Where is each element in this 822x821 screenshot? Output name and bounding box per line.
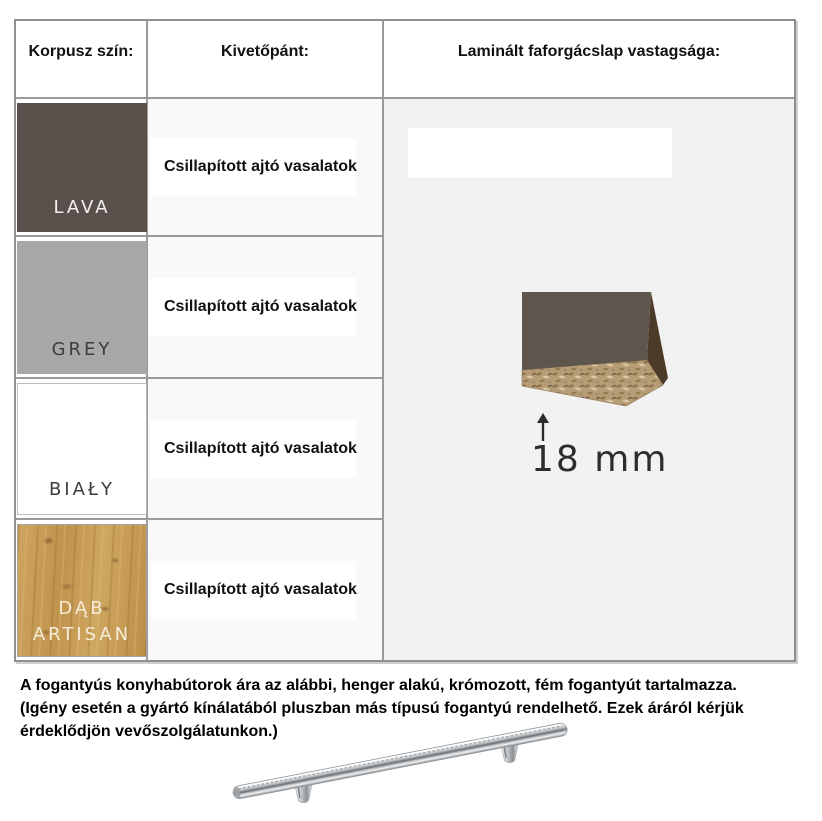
color-cell-lava	[16, 99, 148, 237]
hinge-patch	[150, 420, 356, 478]
laminated-chipboard-panel-image	[520, 288, 672, 416]
footer-line-3: érdeklődjön vevőszolgálatunkon.)	[20, 723, 278, 740]
header-label-vastagsag: Laminált faforgácslap vastagsága:	[457, 43, 721, 60]
hinge-cell-row3	[148, 379, 384, 520]
swatch-label-lava: LAVA	[53, 196, 111, 218]
color-swatch-bialy	[17, 383, 147, 515]
hinge-cell-row2	[148, 237, 384, 379]
hinge-patch	[150, 561, 356, 619]
panel-top-surface	[522, 292, 651, 370]
color-cell-bialy	[16, 379, 148, 520]
spec-table	[14, 19, 796, 662]
header-label-kivetopant: Kivetőpánt:	[221, 43, 309, 60]
hinge-patch	[150, 138, 356, 196]
swatch-label-dab-artisan: DĄB ARTISAN	[32, 597, 132, 645]
footer-line-2: (Igény esetén a gyártó kínálatából pluszban más típusú fogantyú rendelhető. Ezek áráról kérjük	[20, 700, 744, 717]
thickness-value: 18 mm	[531, 439, 669, 480]
arrow-up-icon	[534, 413, 552, 441]
footer-line-1: A fogantyús konyhabútorok ára az alábbi, henger alakú, krómozott, fém fogantyút tartalmazza.	[20, 677, 737, 694]
header-cell-korpusz-szin	[16, 21, 148, 99]
header-cell-kivetopant	[148, 21, 384, 99]
chrome-cylindrical-handle-image	[210, 714, 610, 818]
hinge-label-row2: Csillapított ajtó vasalatok	[164, 298, 357, 315]
hinge-label-row4: Csillapított ajtó vasalatok	[164, 581, 357, 598]
color-cell-grey	[16, 237, 148, 379]
color-cell-dab-artisan	[16, 520, 148, 660]
hinge-cell-row4	[148, 520, 384, 660]
hinge-cell-row1	[148, 99, 384, 237]
hinge-patch	[150, 278, 356, 336]
thickness-cell	[384, 99, 794, 660]
color-swatch-lava	[17, 103, 147, 232]
hinge-label-row3: Csillapított ajtó vasalatok	[164, 439, 357, 457]
color-swatch-grey	[17, 241, 147, 374]
blank-patch	[408, 128, 672, 178]
header-cell-vastagsag	[384, 21, 794, 99]
hinge-label-row1: Csillapított ajtó vasalatok	[164, 158, 357, 175]
swatch-label-bialy: BIAŁY	[48, 478, 116, 500]
header-label-korpusz-szin: Korpusz szín:	[28, 43, 134, 60]
color-swatch-dab-artisan	[17, 524, 147, 657]
swatch-label-grey: GREY	[51, 338, 113, 360]
